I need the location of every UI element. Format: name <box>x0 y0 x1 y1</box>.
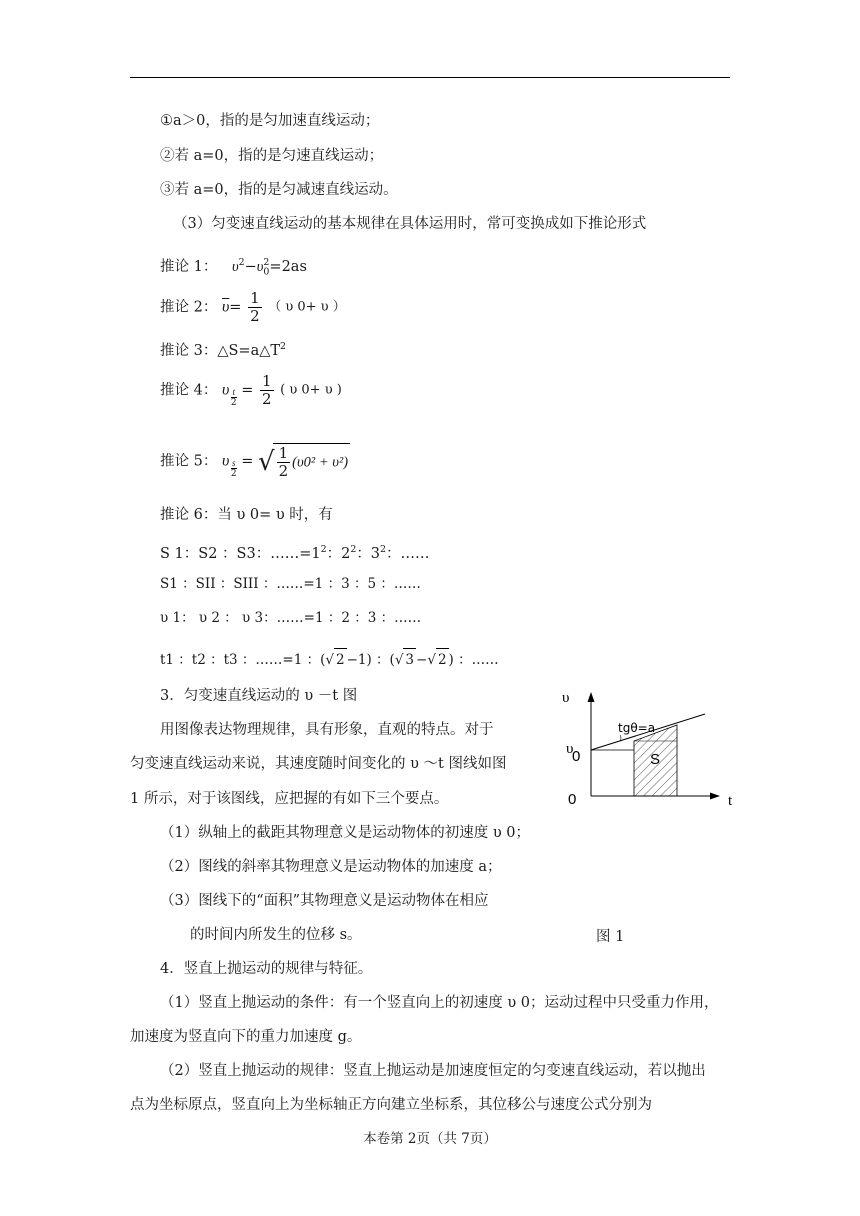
slope-label: tgθ=a <box>618 721 656 735</box>
figure-1 <box>558 686 758 820</box>
section-4-para-1-line-2: 加速度为竖直向下的重力加速度 g。 <box>130 1029 362 1045</box>
formula-2-vbar: $\overline{\upsilon}$ <box>221 298 230 316</box>
header-rule <box>130 77 730 78</box>
t-axis-label: t <box>728 793 733 809</box>
sqrt-radical-icon: √ <box>258 446 275 477</box>
formula-4-v: υ <box>221 381 230 399</box>
formula-5-radicand <box>273 443 351 480</box>
item-3: ③若 a=0，指的是匀减速直线运动。 <box>160 182 398 198</box>
key-point-1: （1）纵轴上的截距其物理意义是运动物体的初速度 υ 0； <box>160 825 530 841</box>
formula-3: △S=a△T <box>217 342 281 359</box>
formula-4-eq: = <box>241 382 254 399</box>
formula-1-minus: − <box>244 258 257 275</box>
v-axis-arrow-icon <box>588 692 595 702</box>
formula-1-sup: 2 <box>238 257 245 268</box>
ratio-v: υ 1： υ 2 ： υ 3：……=1 ：2 ：3 ：…… <box>160 610 422 626</box>
ratio-t: t1 ：t2 ：t3 ：……=1 ：(√ 2 −1) ：(√ 3 −√ 2 ) ：…… <box>160 648 499 670</box>
item-1: ①a＞0，指的是匀加速直线运动； <box>160 113 380 129</box>
formula-3-sup: 2 <box>280 341 287 352</box>
formula-4-fraction: $\frac{1}{2}$ <box>262 372 272 408</box>
corollary-1-label: 推论 1： <box>160 258 218 275</box>
sqrt-icon: √ <box>427 652 436 668</box>
formula-5-sub: $\frac{s}{2}$ <box>230 458 237 479</box>
section-3-para-line-1: 用图像表达物理规律，具有形象，直观的特点。对于 <box>160 722 494 738</box>
formula-1-v0: υ <box>256 258 264 275</box>
origin-label: 0 <box>568 791 577 808</box>
corollary-3 <box>160 337 286 361</box>
key-point-2: （2）图线的斜率其物理意义是运动物体的加速度 a； <box>160 859 502 875</box>
formula-5-v: υ <box>221 452 230 470</box>
v0-label: υ <box>566 741 574 757</box>
section-4-para-2-line-1: （2）竖直上抛运动的规律：竖直上抛运动是加速度恒定的匀变速直线运动，若以抛出 <box>160 1063 706 1079</box>
corollary-3-label: 推论 3： <box>160 342 218 359</box>
formula-5-eq: = <box>241 453 254 470</box>
formula-1-rhs: =2as <box>269 258 307 275</box>
t-axis-arrow-icon <box>710 793 720 800</box>
section-3-title: 3．匀变速直线运动的 υ －t 图 <box>160 688 358 704</box>
corollary-5-label: 推论 5： <box>160 453 218 470</box>
corollary-6: 推论 6：当 υ 0= υ 时，有 <box>160 507 333 523</box>
key-point-3-cont: 的时间内所发生的位移 s。 <box>190 927 362 943</box>
figure-1-caption: 图 1 <box>596 929 625 945</box>
section-4-para-1-line-1: （1）竖直上抛运动的条件：有一个竖直向上的初速度 υ 0；运动过程中只受重力作用， <box>160 995 719 1011</box>
section-3-para-line-3: 1 所示，对于该图线，应把握的有如下三个要点。 <box>130 791 449 807</box>
section-4-para-2-line-2: 点为坐标原点，竖直向上为坐标轴正方向建立坐标系，其位移公与速度公式分别为 <box>130 1097 652 1113</box>
formula-5-rad: (υ0² + υ²) <box>292 454 349 471</box>
ratio-s-roman: S1 ：SII ：SIII ：……=1 ：3 ：5 ：…… <box>160 576 421 592</box>
corollary-5 <box>160 443 350 480</box>
v0-sub: 0 <box>572 748 581 765</box>
corollary-2-label: 推论 2： <box>160 299 218 316</box>
sqrt-icon: √ <box>325 652 334 668</box>
sqrt-icon: √ <box>394 652 404 668</box>
formula-1-v: υ <box>231 258 239 275</box>
formula-2-rest: （ υ 0+ υ ） <box>268 299 346 315</box>
corollary-1 <box>160 253 307 283</box>
section-4-title: 4．竖直上抛运动的规律与特征。 <box>160 961 373 977</box>
point-3-heading: （3）匀变速直线运动的基本规律在具体运用时，常可变换成如下推论形式 <box>173 216 647 232</box>
section-3-para-line-2: 匀变速直线运动来说，其速度随时间变化的 υ ～t 图线如图 <box>130 756 507 772</box>
page-footer: 本卷第 2页（共 7页） <box>363 1131 497 1147</box>
key-point-3: （3）图线下的“面积”其物理意义是运动物体在相应 <box>160 893 489 909</box>
area-label: S <box>650 751 661 768</box>
corollary-2 <box>160 290 346 325</box>
formula-2-eq: = <box>229 299 242 316</box>
formula-1-sup2: 2 <box>263 257 270 268</box>
corollary-4 <box>160 373 342 408</box>
v-axis-label: υ <box>562 690 570 706</box>
corollary-4-label: 推论 4： <box>160 382 218 399</box>
formula-4-sub: $\frac{t}{2}$ <box>230 387 237 408</box>
formula-5-fraction: $\frac{1}{2}$ <box>278 444 289 480</box>
vt-graph <box>558 686 758 816</box>
formula-1-sub: 0 <box>263 266 270 278</box>
formula-2-fraction: $\frac{1}{2}$ <box>250 289 260 325</box>
formula-4-rest: ( υ 0+ υ ) <box>280 382 342 398</box>
item-2: ②若 a=0，指的是匀速直线运动； <box>160 148 384 164</box>
ratio-s: S 1：S2 ：S3：$\dots\dots=1^2$：$2^2$：$3^2$：…… <box>160 544 430 562</box>
